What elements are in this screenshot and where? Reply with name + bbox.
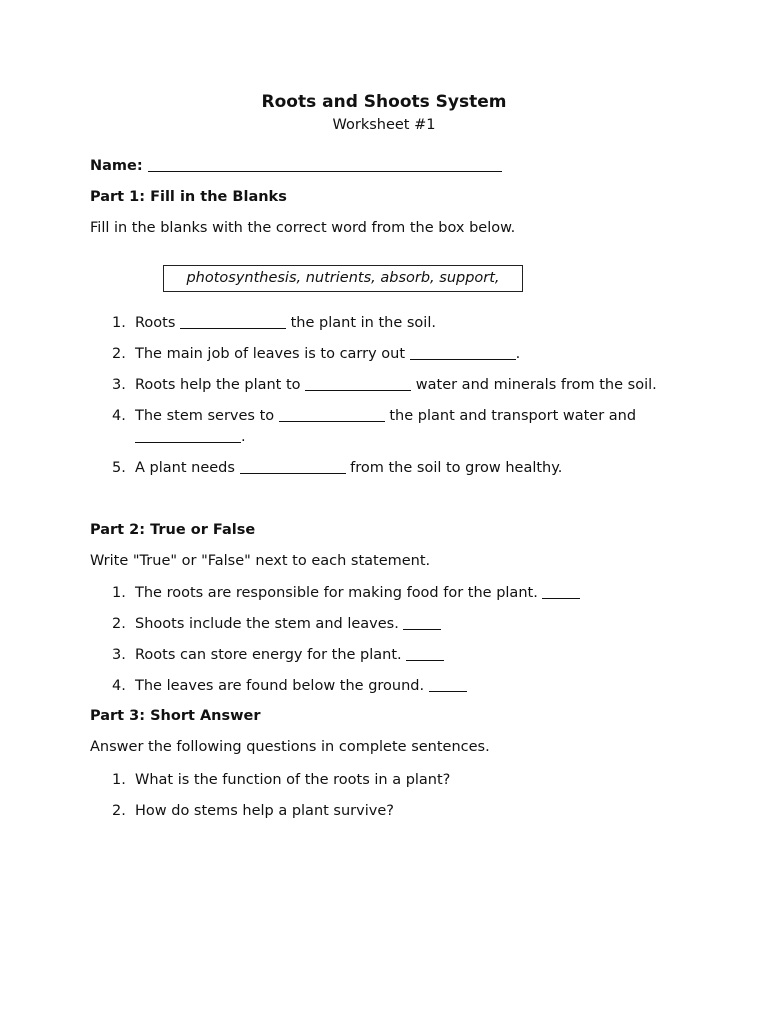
list-item: 1. The roots are responsible for making food for the plant. — [90, 583, 690, 604]
fill-blank — [180, 315, 286, 329]
part3-heading: Part 3: Short Answer — [90, 708, 261, 724]
part1-instructions: Fill in the blanks with the correct word from the box below. — [90, 220, 516, 236]
answer-blank — [429, 678, 467, 692]
fill-blank — [240, 460, 346, 474]
part1-heading: Part 1: Fill in the Blanks — [90, 189, 287, 205]
part3-instructions: Answer the following questions in complete sentences. — [90, 739, 490, 755]
fill-blank — [135, 429, 241, 443]
part2-instructions: Write "True" or "False" next to each statement. — [90, 553, 431, 569]
list-item: 1. Roots the plant in the soil. — [112, 315, 436, 331]
part2-heading: Part 2: True or False — [90, 522, 256, 538]
word-bank-box: photosynthesis, nutrients, absorb, support, — [163, 265, 523, 292]
list-item: 2. Shoots include the stem and leaves. — [90, 614, 690, 635]
fill-blank — [305, 377, 411, 391]
answer-blank — [406, 647, 444, 661]
list-item: 1. What is the function of the roots in a plant? — [112, 772, 451, 788]
fill-blank — [410, 346, 516, 360]
list-item: 2. How do stems help a plant survive? — [112, 803, 394, 819]
fill-blank — [279, 408, 385, 422]
list-item: 2. The main job of leaves is to carry out . — [112, 346, 521, 362]
part1-list — [90, 313, 690, 479]
list-item: 3. Roots help the plant to water and minerals from the soil. — [112, 377, 657, 393]
name-row — [90, 158, 502, 174]
answer-blank — [403, 616, 441, 630]
part2-list — [90, 583, 690, 697]
list-item: 3. Roots can store energy for the plant. — [90, 645, 690, 666]
worksheet-subtitle: Worksheet #1 — [332, 117, 436, 133]
answer-blank — [542, 585, 580, 599]
worksheet-title: Roots and Shoots System — [261, 92, 507, 112]
name-label: Name: — [90, 158, 143, 174]
list-item: 5. A plant needs from the soil to grow healthy. — [112, 460, 563, 476]
list-item: 4. The leaves are found below the ground. — [90, 676, 690, 697]
list-item: 4. The stem serves to the plant and transport water and . — [112, 408, 637, 445]
name-blank-line — [148, 159, 502, 172]
part3-list — [90, 770, 690, 822]
